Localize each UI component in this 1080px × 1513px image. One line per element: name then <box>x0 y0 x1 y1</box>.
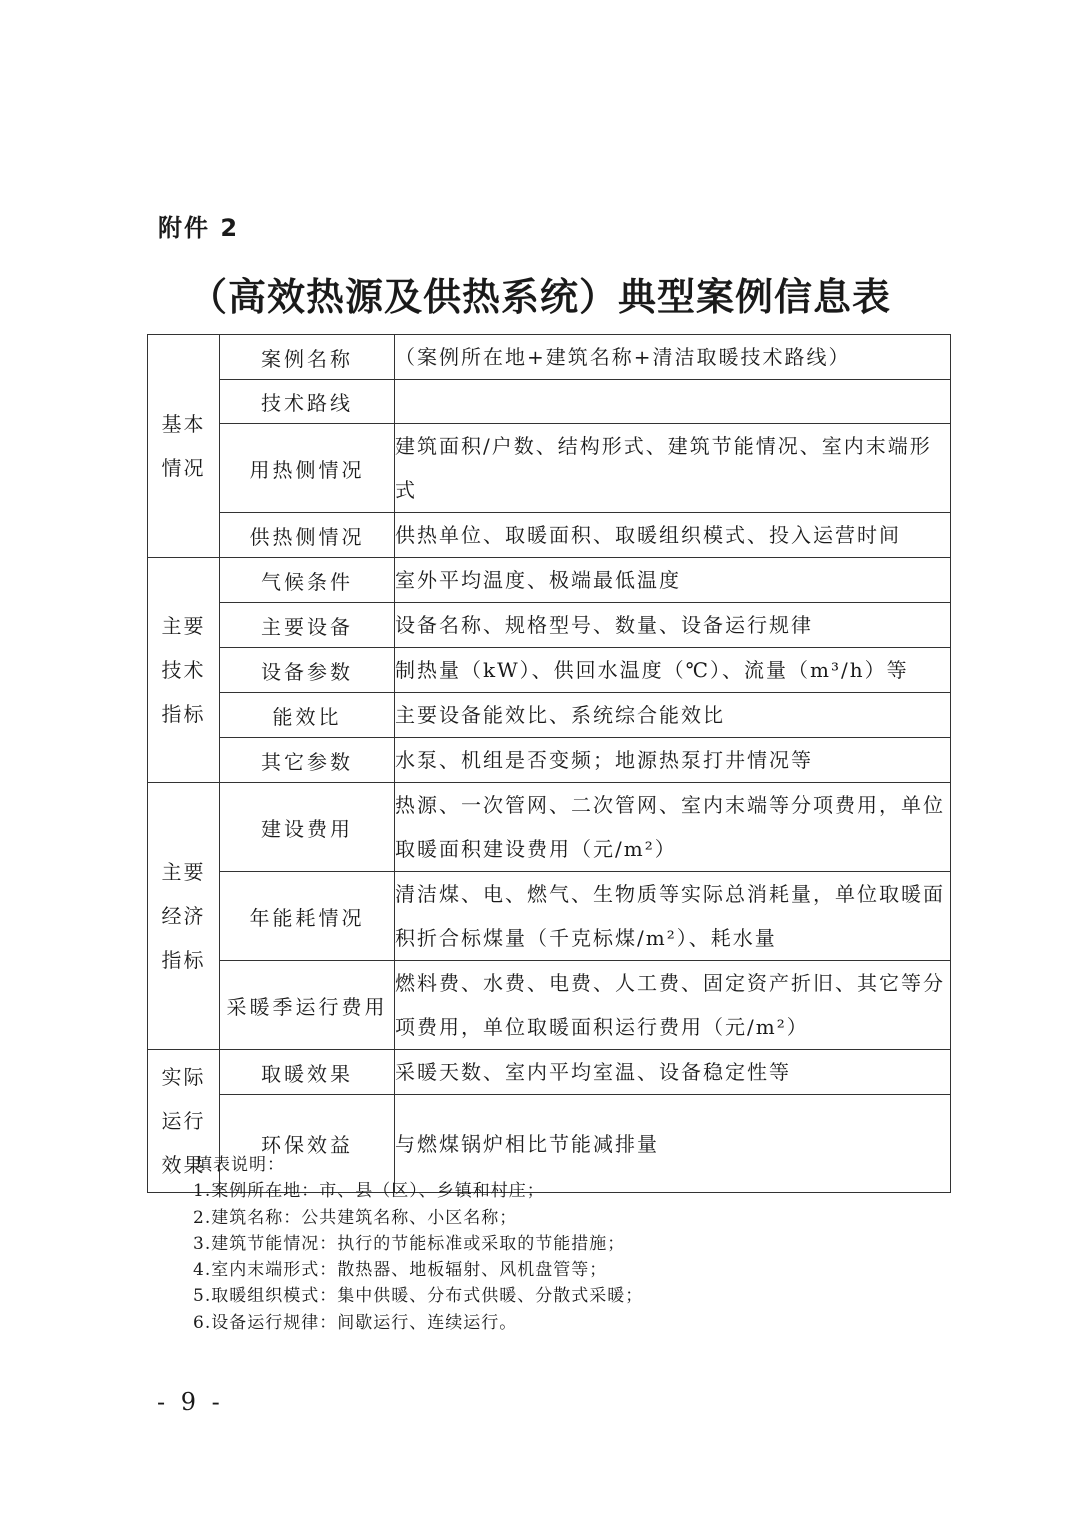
table-row <box>148 738 951 783</box>
notes-heading: 填表说明： <box>195 1155 285 1175</box>
note-item: 4.室内末端形式：散热器、地板辐射、风机盘管等； <box>193 1260 608 1281</box>
row-item-label: 取暖效果 <box>220 1050 395 1095</box>
row-item-label: 其它参数 <box>220 738 395 783</box>
row-description: 水泵、机组是否变频；地源热泵打井情况等 <box>395 738 951 783</box>
table-row <box>148 648 951 693</box>
table-row <box>148 513 951 558</box>
row-description: 制热量（kW）、供回水温度（℃）、流量（m³/h）等 <box>395 648 951 693</box>
table-row <box>148 424 951 513</box>
row-item-label: 设备参数 <box>220 648 395 693</box>
row-description: 建筑面积/户数、结构形式、建筑节能情况、室内末端形式 <box>395 424 951 513</box>
group-label-technical: 主要 技术 指标 <box>148 558 220 783</box>
row-description: 采暖天数、室内平均室温、设备稳定性等 <box>395 1050 951 1095</box>
group-label-effect: 实际 运行 效果 <box>148 1050 220 1193</box>
row-description: （案例所在地+建筑名称+清洁取暖技术路线） <box>395 335 951 380</box>
row-description: 室外平均温度、极端最低温度 <box>395 558 951 603</box>
note-item: 2.建筑名称：公共建筑名称、小区名称； <box>193 1207 518 1228</box>
row-item-label: 主要设备 <box>220 603 395 648</box>
attachment-label: 附件 2 <box>158 214 240 242</box>
note-item: 3.建筑节能情况：执行的节能标准或采取的节能措施； <box>193 1233 626 1254</box>
row-description: 清洁煤、电、燃气、生物质等实际总消耗量，单位取暖面积折合标煤量（千克标煤/m²）、耗水量 <box>395 872 951 961</box>
note-item: 1.案例所在地：市、县（区）、乡镇和村庄； <box>193 1181 545 1202</box>
row-description <box>395 380 951 424</box>
case-info-table <box>147 334 951 1193</box>
row-description: 供热单位、取暖面积、取暖组织模式、投入运营时间 <box>395 513 951 558</box>
row-item-label: 用热侧情况 <box>220 424 395 513</box>
note-item: 6.设备运行规律：间歇运行、连续运行。 <box>193 1312 518 1333</box>
page-number: - 9 - <box>157 1388 224 1416</box>
row-item-label: 能效比 <box>220 693 395 738</box>
row-item-label: 技术路线 <box>220 380 395 424</box>
table-row <box>148 783 951 872</box>
row-description: 热源、一次管网、二次管网、室内末端等分项费用，单位取暖面积建设费用（元/m²） <box>395 783 951 872</box>
row-item-label: 气候条件 <box>220 558 395 603</box>
note-item: 5.取暖组织模式：集中供暖、分布式供暖、分散式采暖； <box>193 1286 644 1307</box>
row-description: 主要设备能效比、系统综合能效比 <box>395 693 951 738</box>
table-row <box>148 380 951 424</box>
row-item-label: 建设费用 <box>220 783 395 872</box>
row-item-label: 环保效益 <box>220 1095 395 1193</box>
table-row <box>148 335 951 380</box>
row-item-label: 供热侧情况 <box>220 513 395 558</box>
table-row <box>148 603 951 648</box>
row-item-label: 采暖季运行费用 <box>220 961 395 1050</box>
table-row <box>148 1050 951 1095</box>
table-row <box>148 558 951 603</box>
table-row <box>148 693 951 738</box>
row-description: 与燃煤锅炉相比节能减排量 <box>395 1095 951 1193</box>
fill-instructions <box>195 1152 643 1336</box>
row-item-label: 案例名称 <box>220 335 395 380</box>
table-row <box>148 961 951 1050</box>
group-label-economic: 主要 经济 指标 <box>148 783 220 1050</box>
page-title: （高效热源及供热系统）典型案例信息表 <box>188 275 891 319</box>
row-description: 燃料费、水费、电费、人工费、固定资产折旧、其它等分项费用，单位取暖面积运行费用（元/m²） <box>395 961 951 1050</box>
group-label-basic: 基本 情况 <box>148 335 220 558</box>
table-row <box>148 872 951 961</box>
row-item-label: 年能耗情况 <box>220 872 395 961</box>
row-description: 设备名称、规格型号、数量、设备运行规律 <box>395 603 951 648</box>
